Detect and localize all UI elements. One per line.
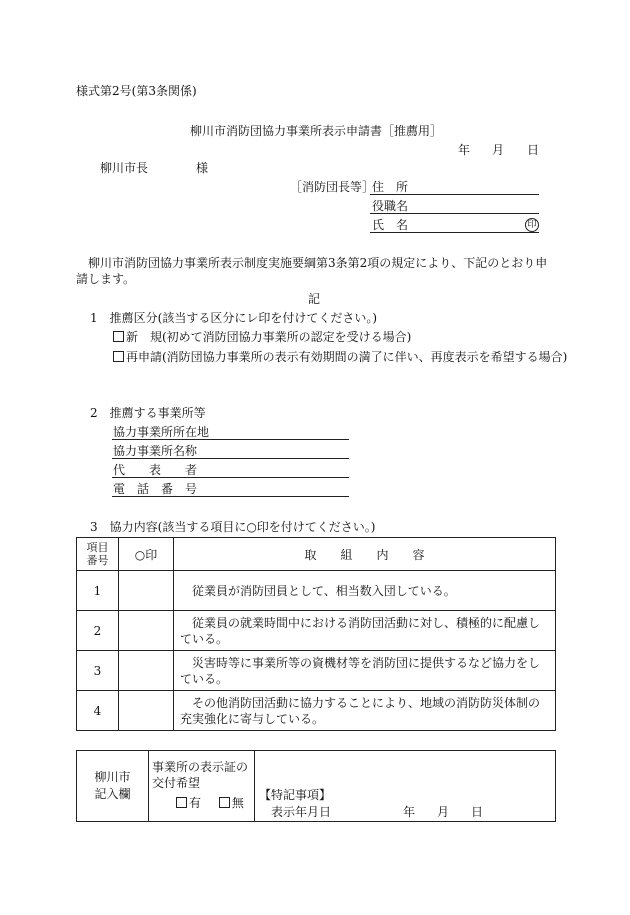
display-date-row <box>259 803 551 817</box>
remarks-cell <box>255 751 556 822</box>
row-content: 従業員の就業時間中における消防団活動に対し、積極的に配慮している。 <box>174 611 556 651</box>
cooperation-table <box>76 537 556 731</box>
addressee-name: 柳川市長 <box>100 161 149 175</box>
date-day: 日 <box>527 143 540 157</box>
date-month: 月 <box>492 143 505 157</box>
checkbox-renew[interactable] <box>113 351 124 362</box>
field-phone-line[interactable] <box>112 496 349 497</box>
checkbox-yes[interactable] <box>176 797 187 808</box>
row-mark-cell[interactable] <box>119 691 174 731</box>
document-title: 柳川市消防団協力事業所表示申請書［推薦用］ <box>190 124 443 138</box>
row-content: 災害時等に事業所等の資機材等を消防団に提供するなど協力をしている。 <box>174 651 556 691</box>
sign-request-label: 事業所の表示証の交付希望 <box>152 760 249 790</box>
remarks-label: 【特記事項】 <box>259 788 332 802</box>
display-date-month: 月 <box>437 805 450 819</box>
city-box-label: 柳川市記入欄 <box>77 751 149 822</box>
table-row <box>77 691 556 731</box>
table-row <box>77 571 556 611</box>
field-representative-line[interactable] <box>112 477 349 478</box>
field-phone: 電 話 番 号 <box>113 482 198 496</box>
addressee-honorific: 様 <box>196 161 209 175</box>
applicant-address-line[interactable] <box>370 194 539 195</box>
row-number: 1 <box>77 571 119 611</box>
ki-label: 記 <box>308 292 321 306</box>
field-representative: 代 表 者 <box>113 463 198 477</box>
field-location-line[interactable] <box>112 439 349 440</box>
field-name-line[interactable] <box>112 458 349 459</box>
field-name: 協力事業所名称 <box>113 444 198 458</box>
applicant-position-label: 役職名 <box>372 199 409 213</box>
option-new[interactable]: 新 規(初めて消防団協力事業所の認定を受ける場合) <box>113 330 411 344</box>
option-no[interactable]: 無 <box>219 796 244 810</box>
row-mark-cell[interactable] <box>119 651 174 691</box>
field-location: 協力事業所所在地 <box>113 425 210 439</box>
section1-heading: 1 推薦区分(該当する区分にレ印を付けてください。) <box>90 311 378 325</box>
table-row <box>77 651 556 691</box>
row-number: 2 <box>77 611 119 651</box>
applicant-address-label: 住 所 <box>372 180 409 194</box>
header-item-number: 項目番号 <box>77 538 119 571</box>
section3-heading: 3 協力内容(該当する項目に○印を付けてください。) <box>90 520 376 534</box>
display-date-label: 表示年月日 <box>271 805 332 819</box>
checkbox-no[interactable] <box>219 797 230 808</box>
row-content: 従業員が消防団員として、相当数入団している。 <box>174 571 556 611</box>
applicant-name-line[interactable] <box>370 232 539 233</box>
display-date-day: 日 <box>471 805 484 819</box>
row-number: 4 <box>77 691 119 731</box>
section2-heading: 2 推薦する事業所等 <box>90 406 206 420</box>
sign-request-options <box>152 794 251 811</box>
header-content: 取 組 内 容 <box>174 538 556 571</box>
row-content: その他消防団活動に協力することにより、地域の消防防災体制の充実強化に寄与している。 <box>174 691 556 731</box>
option-renew[interactable]: 再申請(消防団協力事業所の表示有効期間の満了に伴い、再度表示を希望する場合) <box>113 348 568 366</box>
row-mark-cell[interactable] <box>119 571 174 611</box>
table-row <box>77 611 556 651</box>
display-date-year: 年 <box>403 805 416 819</box>
header-mark: ○印 <box>119 538 174 571</box>
applicant-name-label: 氏 名 <box>372 218 409 232</box>
option-yes[interactable]: 有 <box>176 796 201 810</box>
checkbox-new[interactable] <box>113 331 124 342</box>
applicant-position-line[interactable] <box>370 213 539 214</box>
city-use-box <box>76 750 556 822</box>
row-number: 3 <box>77 651 119 691</box>
intro-text: 柳川市消防団協力事業所表示制度実施要綱第3条第2項の規定により、下記のとおり申請します。 <box>76 256 548 286</box>
row-mark-cell[interactable] <box>119 611 174 651</box>
sign-request-cell <box>149 751 255 822</box>
table-header-row <box>77 538 556 571</box>
applicant-label: ［消防団長等］ <box>290 180 375 194</box>
seal-icon: 印 <box>525 218 539 232</box>
form-number: 様式第2号(第3条関係) <box>76 84 197 98</box>
date-year: 年 <box>458 143 471 157</box>
